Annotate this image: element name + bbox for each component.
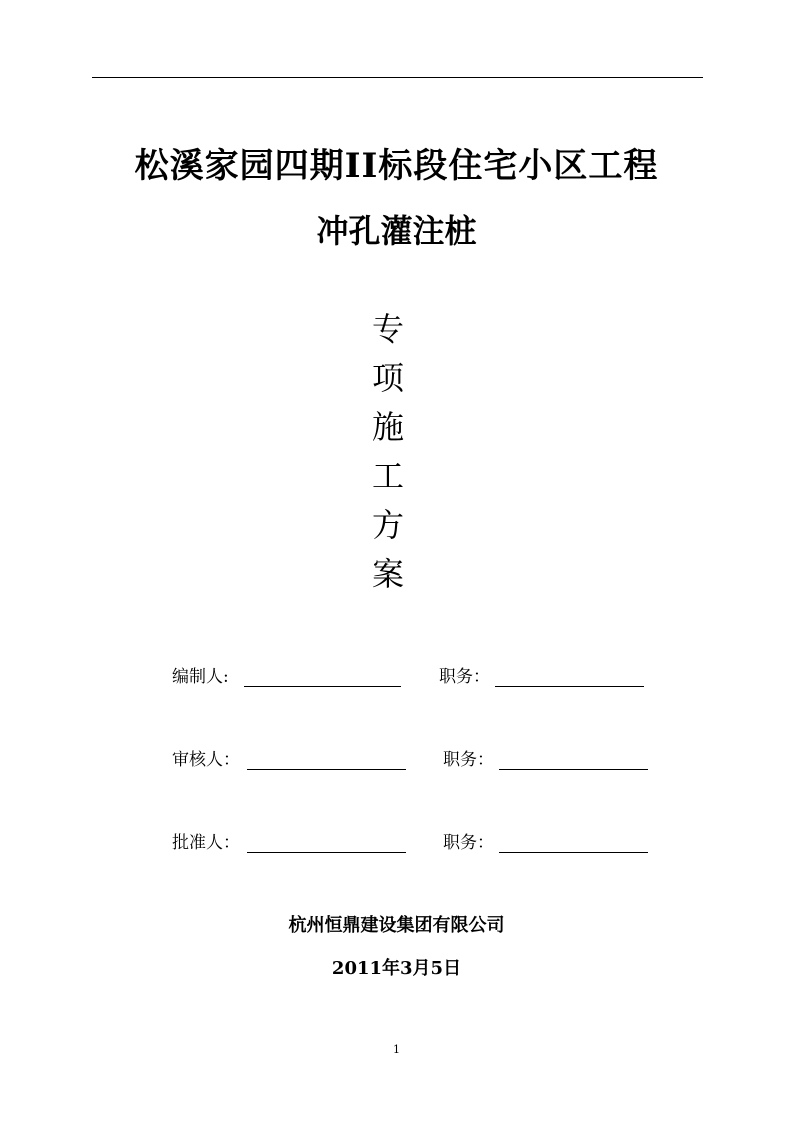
- vertical-title-char: 项: [371, 359, 404, 397]
- compiler-position-label: 职务：: [439, 667, 490, 687]
- reviewer-signature-line: [247, 769, 406, 770]
- vertical-title-char: 施: [371, 408, 404, 446]
- document-date: 2011年3月5日: [331, 958, 462, 979]
- compiler-label: 编制人:: [172, 667, 229, 687]
- vertical-title-char: 专: [371, 310, 404, 348]
- vertical-title-char: 方: [371, 506, 404, 544]
- reviewer-label: 审核人：: [172, 750, 240, 770]
- compiler-signature-line: [244, 686, 401, 687]
- vertical-title-char: 工: [371, 457, 404, 495]
- vertical-title-char: 案: [371, 555, 404, 593]
- page-number: 1: [393, 1043, 400, 1056]
- document-title-line1: 松溪家园四期II标段住宅小区工程: [134, 146, 659, 186]
- vertical-title: [366, 305, 410, 599]
- approver-position-line: [499, 852, 648, 853]
- company-name: 杭州恒鼎建设集团有限公司: [288, 915, 505, 936]
- document-title-line2: 冲孔灌注桩: [316, 212, 477, 250]
- reviewer-position-label: 职务：: [443, 750, 494, 770]
- signature-row-approver: [172, 832, 652, 854]
- signature-row-reviewer: [172, 749, 652, 771]
- signature-row-compiler: [172, 666, 652, 688]
- approver-label: 批准人：: [172, 833, 240, 853]
- compiler-position-line: [495, 686, 644, 687]
- header-rule: [92, 77, 703, 78]
- approver-signature-line: [247, 852, 406, 853]
- reviewer-position-line: [499, 769, 648, 770]
- approver-position-label: 职务：: [443, 833, 494, 853]
